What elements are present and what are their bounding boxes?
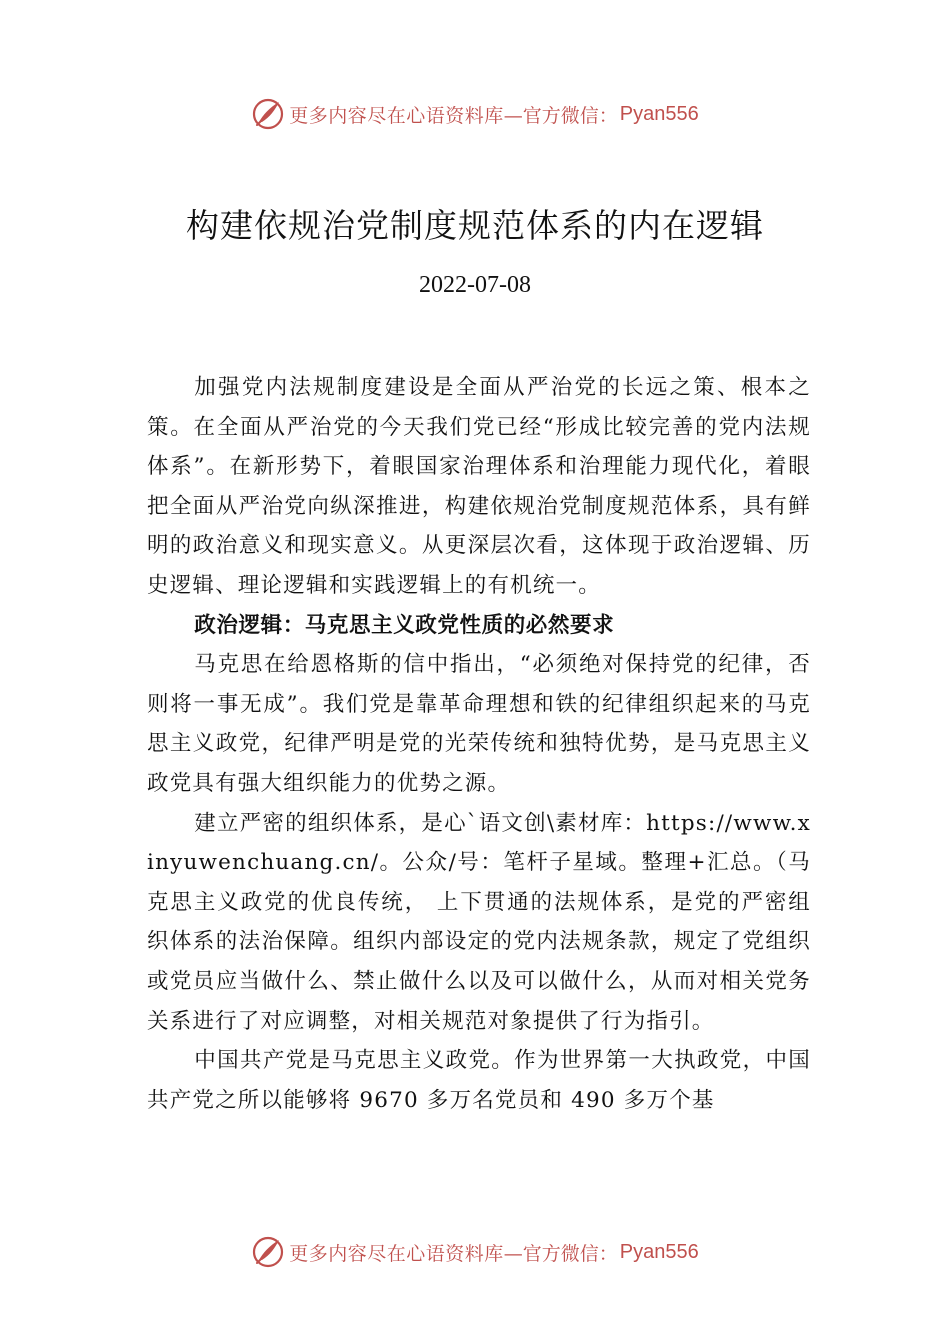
article-body [147,368,811,1120]
footer-banner [0,1232,950,1272]
banner-separator: —官方微信： [503,104,618,127]
paragraph: 马克思在给恩格斯的信中指出，“必须绝对保持党的纪律，否则将一事无成”。我们党是靠革命理想和铁的纪律组织起来的马克思主义政党，纪律严明是党的光荣传统和独特优势，是马克思主义政党具有强大组织能力的优势之源。 [147,652,811,796]
quill-pen-logo-icon [251,97,285,131]
section-heading: 政治逻辑：马克思主义政党性质的必然要求 [194,612,615,638]
banner-text: 更多内容尽在心语资料库 [289,104,504,127]
article-title: 构建依规治党制度规范体系的内在逻辑 [186,206,764,245]
banner-separator: —官方微信： [503,1242,618,1265]
paragraph: 中国共产党是马克思主义政党。作为世界第一大执政党，中国共产党之所以能够将 9670 多万名党员和 490 多万个基 [147,1048,811,1113]
banner-account: Pyan556 [619,102,699,125]
header-banner [0,94,950,134]
article-date: 2022-07-08 [419,272,531,298]
quill-pen-logo-icon [251,1235,285,1269]
banner-account: Pyan556 [619,1240,699,1263]
paragraph: 加强党内法规制度建设是全面从严治党的长远之策、根本之策。在全面从严治党的今天我们党已经“形成比较完善的党内法规体系”。在新形势下，着眼国家治理体系和治理能力现代化，着眼把全面从严治党向纵深推进，构建依规治党制度规范体系，具有鲜明的政治意义和现实意义。从更深层次看，这体现于政治逻辑、历史逻辑、理论逻辑和实践逻辑上的有机统一。 [147,375,811,598]
banner-text: 更多内容尽在心语资料库 [289,1242,504,1265]
paragraph: 建立严密的组织体系，是心`语文创\素材库：https://www.xinyuwenchuang.cn/。公众/号：笔杆子星域。整理+汇总。（马克思主义政党的优良传统， 上下贯通的法规体系，是党的严密组织体系的法治保障。组织内部设定的党内法规条款，规定了党组织或党员应当做什么、禁止做什么以及可以做什么，从而对相关党务关系进行了对应调整，对相关规范对象提供了行为指引。 [147,810,811,1034]
